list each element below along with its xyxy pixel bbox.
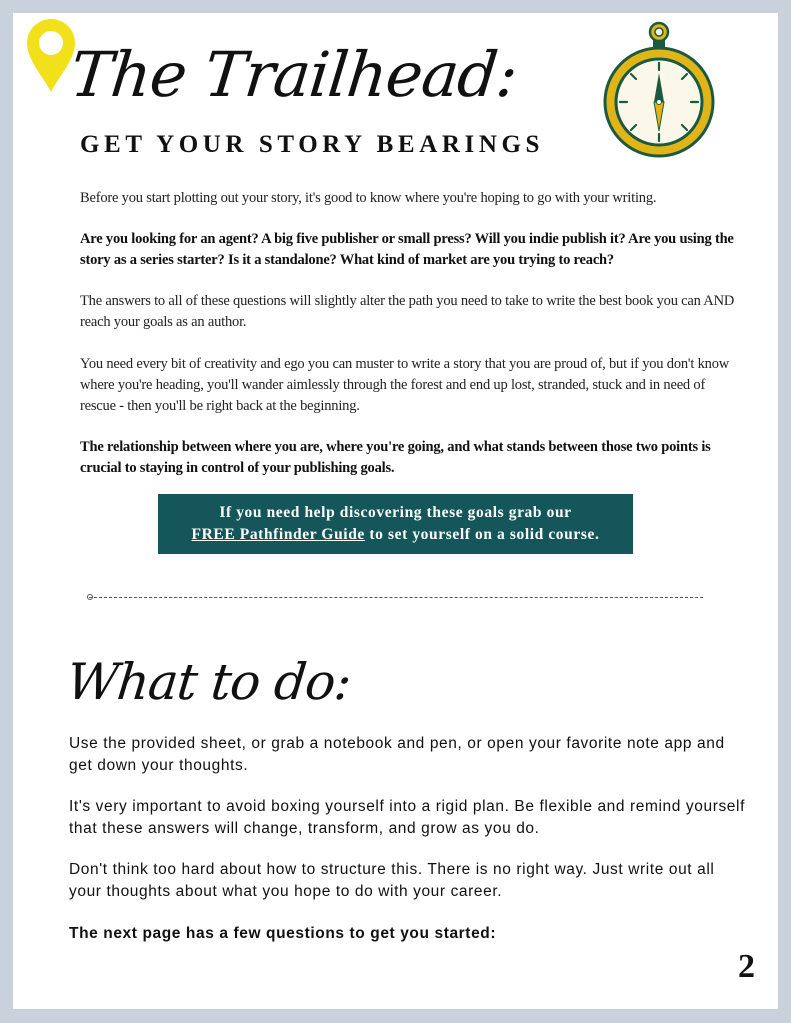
intro-paragraph: Before you start plotting out your story, it's good to know where you're hoping to go with your writing.: [80, 190, 657, 206]
next-page-note: The next page has a few questions to get you started:: [69, 925, 497, 942]
page-subtitle: GET YOUR STORY BEARINGS: [80, 131, 545, 158]
compass-icon: [603, 19, 715, 159]
page-number: 2: [738, 948, 755, 985]
intro-paragraph: You need every bit of creativity and ego you can muster to write a story that you are proud of, but if you don't know where you're heading, you'll wander aimlessly through the forest and end up lost, stranded, stuck and in need of rescue - then you'll be right back at the beginning.: [80, 356, 730, 414]
instruction-paragraph: Don't think too hard about how to structure this. There is no right way. Just write out all your thoughts about what you hope to do with your career.: [69, 861, 715, 900]
instruction-paragraph: Use the provided sheet, or grab a notebook and pen, or open your favorite note app and get down your thoughts.: [69, 735, 725, 774]
page-title: The Trailhead:: [67, 38, 521, 111]
callout-line: [158, 524, 633, 546]
callout-line: If you need help discovering these goals grab our: [219, 504, 572, 521]
pathfinder-callout: [158, 494, 633, 554]
intro-questions-paragraph: Are you looking for an agent? A big five publisher or small press? Will you indie publish it? Are you using the story as a series starter? Is it a standalone? What kind of market are you trying to reach?: [80, 231, 734, 268]
pathfinder-guide-link[interactable]: FREE Pathfinder Guide: [191, 526, 365, 543]
section-divider: [89, 597, 703, 598]
intro-emphasis-paragraph: The relationship between where you are, where you're going, and what stands between those two points is crucial to staying in control of your publishing goals.: [80, 439, 711, 476]
callout-text: to set yourself on a solid course.: [364, 526, 600, 543]
document-page: [13, 13, 778, 1009]
intro-paragraph: The answers to all of these questions will slightly alter the path you need to take to write the best book you can AND reach your goals as an author.: [80, 293, 735, 330]
instruction-paragraph: It's very important to avoid boxing yourself into a rigid plan. Be flexible and remind yourself that these answers will change, transform, and grow as you do.: [69, 798, 745, 837]
section-heading: What to do:: [63, 653, 354, 711]
